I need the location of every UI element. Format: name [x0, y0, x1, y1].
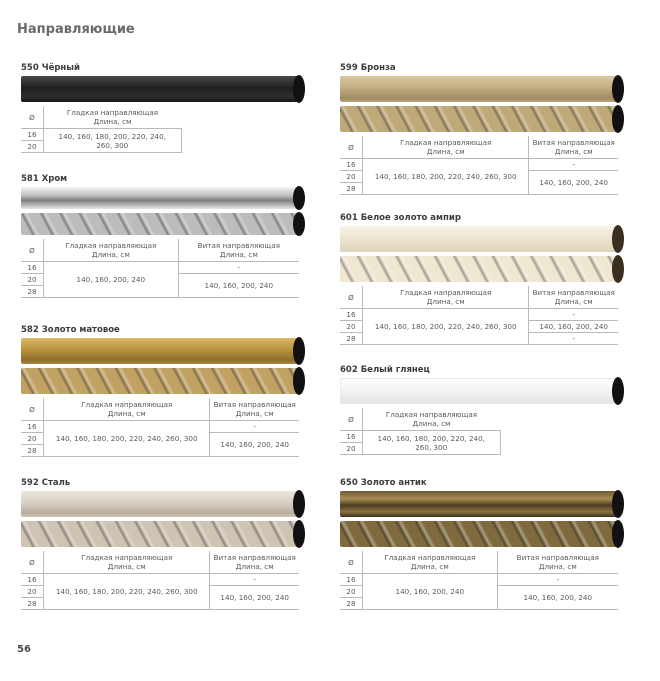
- smooth-rod-image: [21, 491, 299, 517]
- smooth-header: Гладкая направляющая Длина, см: [44, 239, 179, 262]
- diameter-value: 28: [21, 598, 44, 610]
- diameter-value: 28: [21, 445, 44, 457]
- product-601: [340, 212, 618, 345]
- page-number: 56: [17, 644, 31, 655]
- diameter-value: 20: [21, 141, 44, 153]
- twisted-lengths: -: [210, 574, 299, 586]
- twisted-header: Витая направляющая Длина, см: [529, 286, 618, 309]
- smooth-header: Гладкая направляющая Длина, см: [44, 398, 210, 421]
- smooth-header: Гладкая направляющая Длина, см: [363, 551, 498, 574]
- diameter-value: 20: [21, 274, 44, 286]
- smooth-rod-image: [21, 338, 299, 364]
- smooth-rod-image: [340, 76, 618, 102]
- product-592: [21, 477, 299, 610]
- product-title: 602 Белый глянец: [340, 365, 430, 375]
- twisted-lengths: 140, 160, 200, 240: [529, 321, 618, 333]
- twisted-rod-image: [21, 213, 299, 235]
- twisted-header: Витая направляющая Длина, см: [497, 551, 618, 574]
- rod-end-cap: [293, 337, 305, 365]
- product-title: 550 Чёрный: [21, 63, 80, 73]
- rod-end-cap: [293, 75, 305, 103]
- rod-end-cap: [293, 520, 305, 548]
- spec-table: [340, 286, 618, 345]
- diameter-value: 16: [340, 431, 363, 443]
- product-581: [21, 173, 299, 298]
- page-title: Направляющие: [17, 22, 135, 37]
- diameter-value: 16: [21, 421, 44, 433]
- smooth-rod-image: [340, 378, 618, 404]
- product-title: 601 Белое золото ампир: [340, 213, 461, 223]
- diameter-header: Ø: [21, 551, 44, 574]
- smooth-header: Гладкая направляющая Длина, см: [363, 136, 529, 159]
- product-title: 581 Хром: [21, 174, 68, 184]
- diameter-header: Ø: [21, 106, 44, 129]
- twisted-rod-image: [21, 521, 299, 547]
- product-550: [21, 62, 299, 153]
- diameter-header: Ø: [21, 398, 44, 421]
- smooth-header: Гладкая направляющая Длина, см: [363, 408, 501, 431]
- twisted-rod-image: [21, 368, 299, 394]
- twisted-lengths: 140, 160, 200, 240: [178, 274, 299, 298]
- diameter-value: 20: [340, 171, 363, 183]
- diameter-header: Ø: [340, 286, 363, 309]
- twisted-lengths: -: [210, 421, 299, 433]
- twisted-header: Витая направляющая Длина, см: [210, 551, 299, 574]
- twisted-header: Витая направляющая Длина, см: [210, 398, 299, 421]
- twisted-lengths: -: [529, 159, 618, 171]
- product-650: [340, 477, 618, 610]
- product-599: [340, 62, 618, 195]
- twisted-rod-image: [340, 106, 618, 132]
- twisted-lengths: 140, 160, 200, 240: [210, 586, 299, 610]
- rod-end-cap: [293, 186, 305, 210]
- rod-end-cap: [293, 490, 305, 518]
- twisted-lengths: 140, 160, 200, 240: [210, 433, 299, 457]
- smooth-rod-image: [340, 226, 618, 252]
- spec-table: [340, 551, 618, 610]
- diameter-value: 28: [340, 598, 363, 610]
- diameter-value: 16: [21, 262, 44, 274]
- diameter-header: Ø: [21, 239, 44, 262]
- twisted-lengths: 140, 160, 200, 240: [529, 171, 618, 195]
- twisted-lengths: 140, 160, 200, 240: [497, 586, 618, 610]
- spec-table: [21, 551, 299, 610]
- spec-table: [21, 398, 299, 457]
- twisted-lengths: -: [529, 309, 618, 321]
- diameter-value: 16: [340, 309, 363, 321]
- smooth-lengths: 140, 160, 180, 200, 220, 240, 260, 300: [363, 309, 529, 345]
- twisted-header: Витая направляющая Длина, см: [178, 239, 299, 262]
- product-title: 650 Золото антик: [340, 478, 427, 488]
- diameter-value: 16: [340, 159, 363, 171]
- rod-end-cap: [612, 225, 624, 253]
- diameter-value: 20: [340, 586, 363, 598]
- twisted-rod-image: [340, 256, 618, 282]
- diameter-value: 28: [21, 286, 44, 298]
- diameter-value: 20: [340, 443, 363, 455]
- spec-table: [21, 239, 299, 298]
- diameter-header: Ø: [340, 136, 363, 159]
- twisted-lengths: -: [529, 333, 618, 345]
- twisted-lengths: -: [178, 262, 299, 274]
- product-title: 592 Сталь: [21, 478, 71, 488]
- smooth-lengths: 140, 160, 200, 240: [44, 262, 179, 298]
- smooth-rod-image: [21, 76, 299, 102]
- spec-table: [340, 136, 618, 195]
- diameter-value: 20: [21, 433, 44, 445]
- product-602: [340, 364, 618, 455]
- rod-end-cap: [612, 377, 624, 405]
- diameter-header: Ø: [340, 408, 363, 431]
- rod-end-cap: [612, 105, 624, 133]
- rod-end-cap: [612, 75, 624, 103]
- spec-table: [340, 408, 618, 455]
- rod-end-cap: [293, 367, 305, 395]
- diameter-value: 16: [21, 574, 44, 586]
- smooth-rod-image: [21, 187, 299, 209]
- diameter-value: 16: [21, 129, 44, 141]
- smooth-lengths: 140, 160, 180, 200, 220, 240, 260, 300: [44, 421, 210, 457]
- smooth-lengths: 140, 160, 200, 240: [363, 574, 498, 610]
- diameter-value: 20: [21, 586, 44, 598]
- diameter-header: Ø: [340, 551, 363, 574]
- rod-end-cap: [293, 212, 305, 236]
- diameter-value: 20: [340, 321, 363, 333]
- product-title: 599 Бронза: [340, 63, 396, 73]
- smooth-lengths: 140, 160, 180, 200, 220, 240, 260, 300: [44, 574, 210, 610]
- smooth-header: Гладкая направляющая Длина, см: [44, 551, 210, 574]
- smooth-lengths: 140, 160, 180, 200, 220, 240, 260, 300: [44, 129, 182, 153]
- diameter-value: 16: [340, 574, 363, 586]
- product-582: [21, 324, 299, 457]
- smooth-header: Гладкая направляющая Длина, см: [363, 286, 529, 309]
- product-title: 582 Золото матовое: [21, 325, 120, 335]
- twisted-rod-image: [340, 521, 618, 547]
- diameter-value: 28: [340, 333, 363, 345]
- rod-end-cap: [612, 490, 624, 518]
- smooth-rod-image: [340, 491, 618, 517]
- rod-end-cap: [612, 255, 624, 283]
- smooth-lengths: 140, 160, 180, 200, 220, 240, 260, 300: [363, 159, 529, 195]
- rod-end-cap: [612, 520, 624, 548]
- smooth-header: Гладкая направляющая Длина, см: [44, 106, 182, 129]
- twisted-header: Витая направляющая Длина, см: [529, 136, 618, 159]
- diameter-value: 28: [340, 183, 363, 195]
- spec-table: [21, 106, 299, 153]
- smooth-lengths: 140, 160, 180, 200, 220, 240, 260, 300: [363, 431, 501, 455]
- twisted-lengths: -: [497, 574, 618, 586]
